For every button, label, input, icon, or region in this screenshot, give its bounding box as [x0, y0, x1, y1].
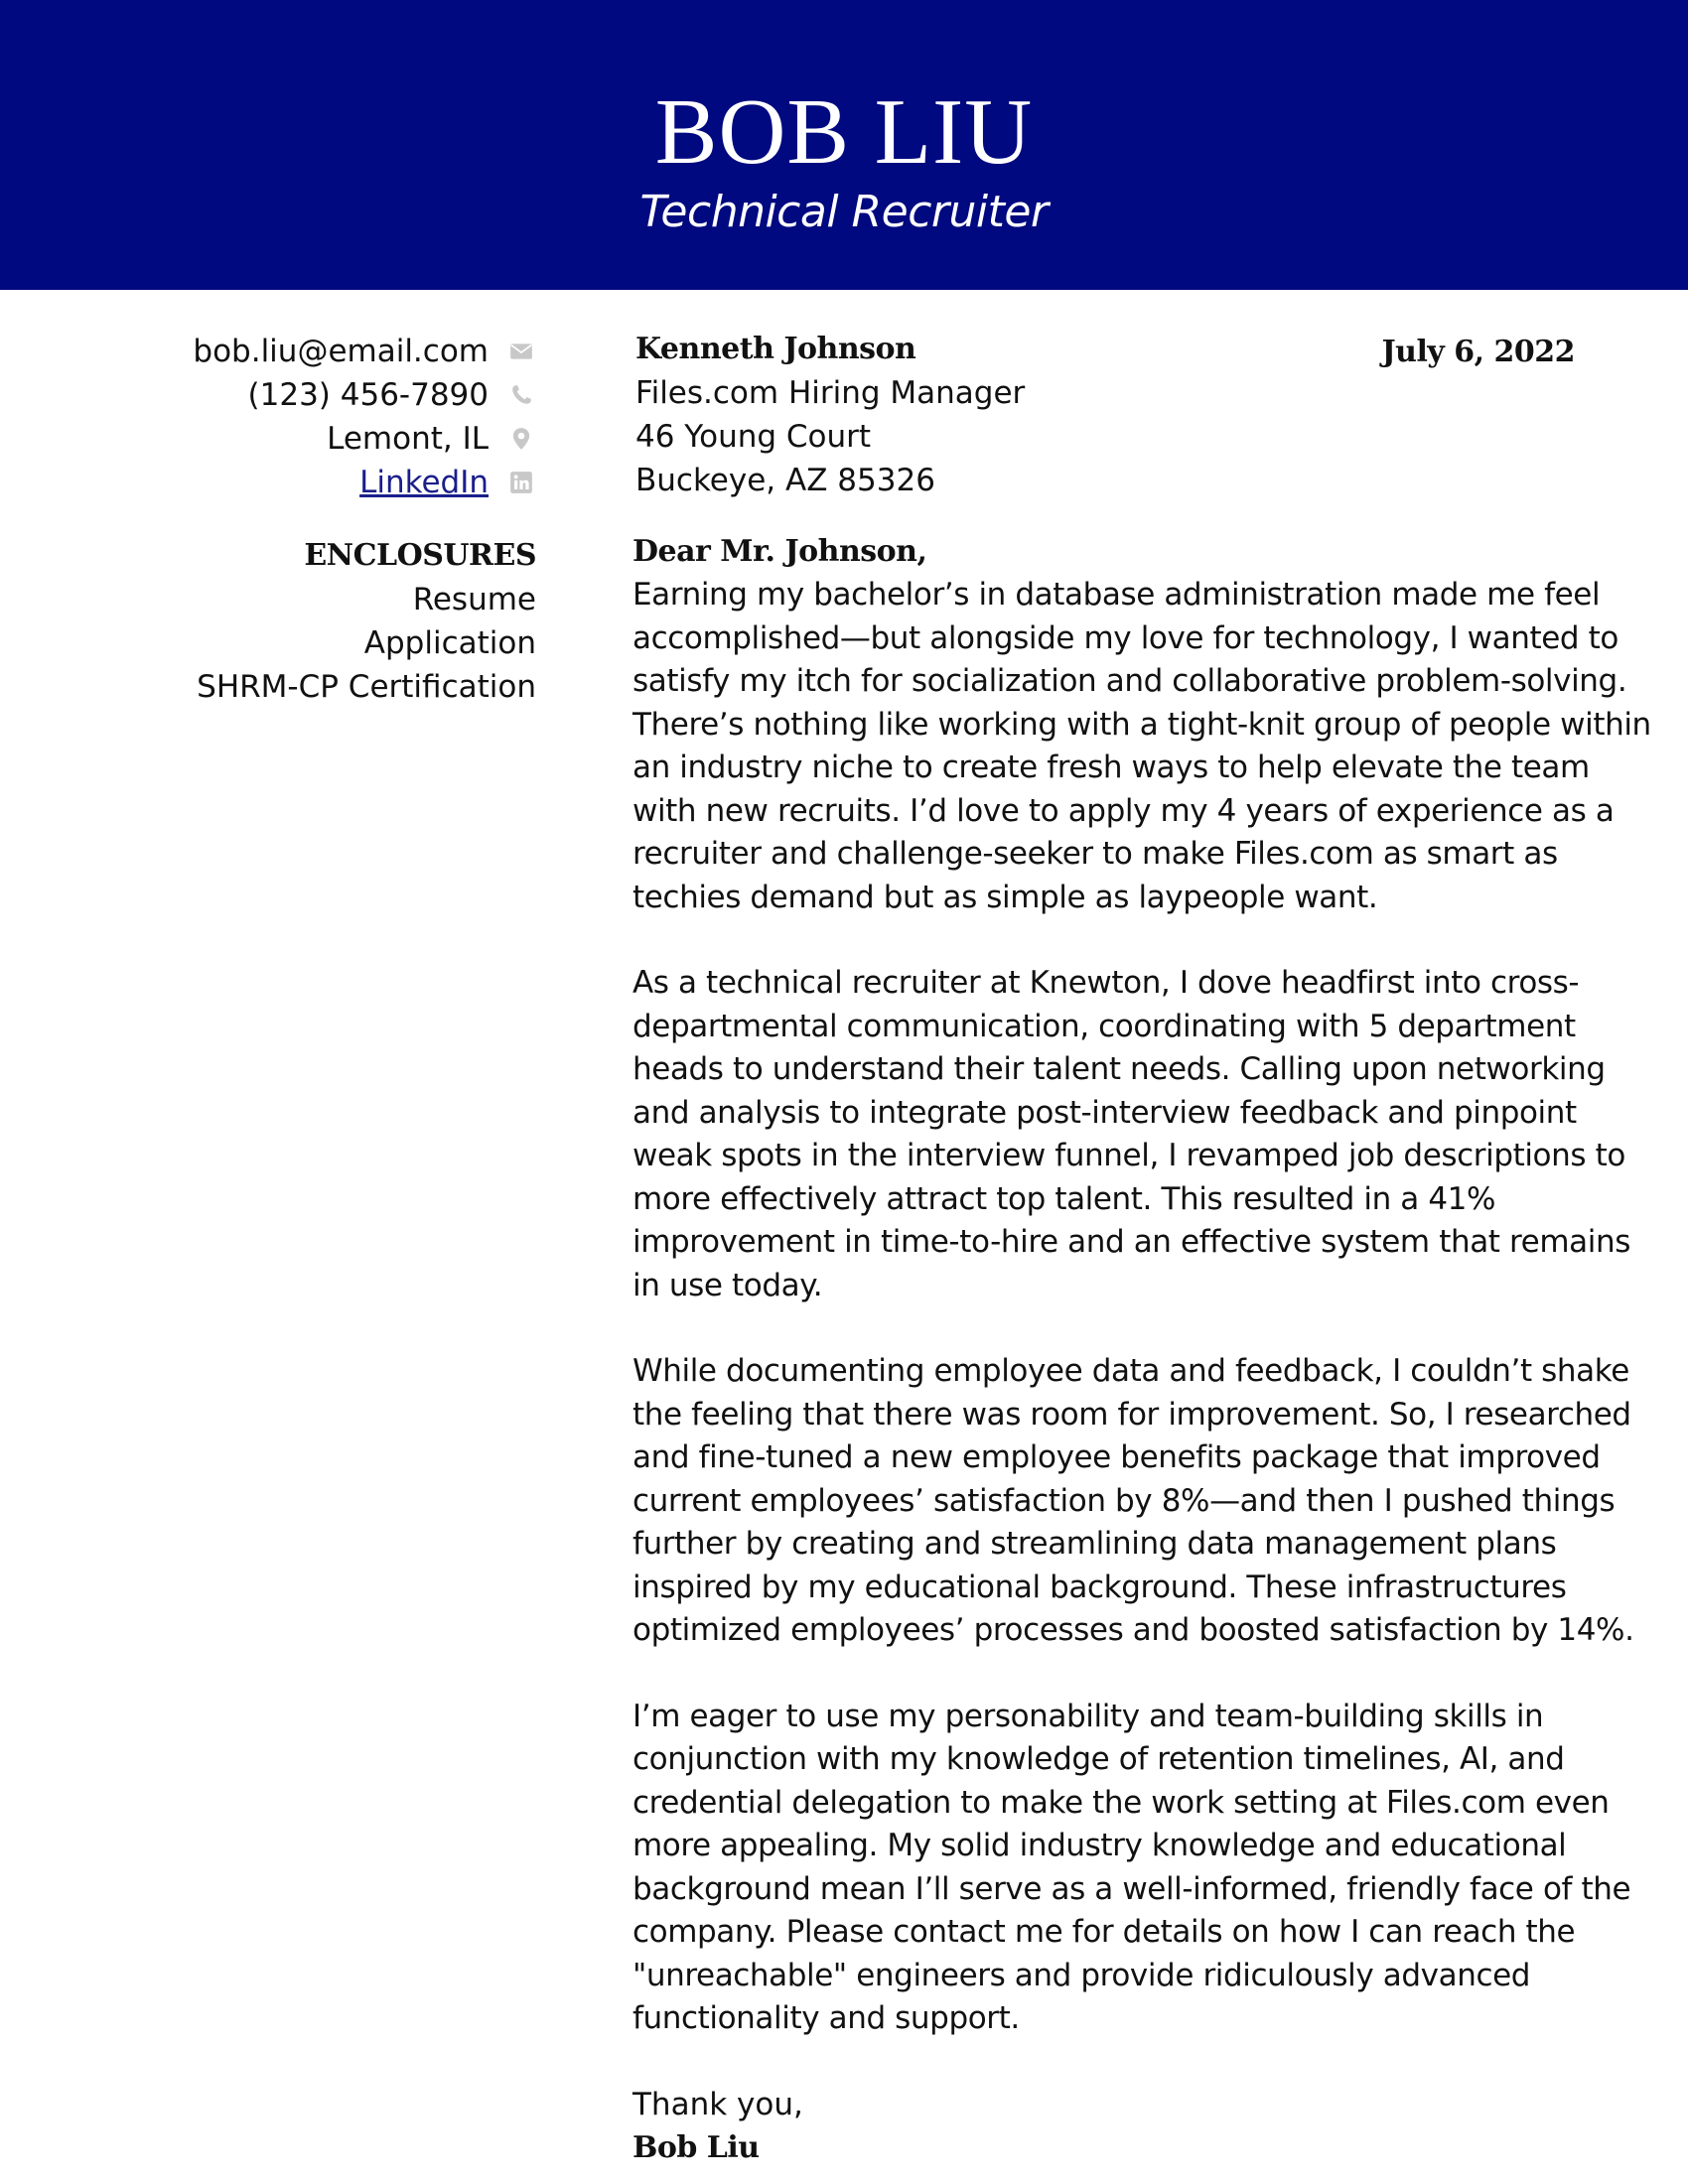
enclosure-item: Resume [412, 582, 536, 617]
contact-phone-row [193, 373, 536, 417]
letter-body [633, 530, 1655, 2170]
body-paragraph: While documenting employee data and feedback, I couldn’t shake the feeling that there was room for improvement. So, I researched and fine-tuned a new employee benefits package that improved current employees’ satisfaction by 8%—and then I pushed things further by creating and streamlining data management plans inspired by my educational background. These infrastructures optimized employees’ processes and boosted satisfaction by 14%. [633, 1353, 1634, 1648]
phone-icon [506, 380, 536, 410]
linkedin-link[interactable]: LinkedIn [359, 465, 489, 500]
candidate-title: Technical Recruiter [639, 187, 1049, 237]
signature: Bob Liu [633, 2130, 760, 2165]
contact-phone: (123) 456-7890 [247, 377, 489, 413]
contact-info [193, 330, 536, 504]
contact-email: bob.liu@email.com [193, 334, 489, 369]
salutation: Dear Mr. Johnson, [633, 534, 927, 569]
candidate-name: BOB LIU [654, 80, 1034, 184]
recipient-position: Files.com Hiring Manager [635, 375, 1026, 411]
body-paragraph: Earning my bachelor’s in database administration made me feel accomplished—but alongside my love for technology, I wanted to satisfy my itch for socialization and collaborative problem-solving. There’s nothing like working with a tight-knit group of people within an industry niche to create fresh ways to help elevate the team with new recruits. I’d love to apply my 4 years of experience as a recruiter and challenge-seeker to make Files.com as smart as techies demand but as simple as laypeople want. [633, 577, 1651, 915]
contact-linkedin-row [193, 461, 536, 504]
location-pin-icon [506, 424, 536, 454]
closing: Thank you, [633, 2086, 803, 2122]
linkedin-icon [506, 468, 536, 497]
enclosure-item: SHRM-CP Certification [197, 669, 536, 705]
header-banner [0, 0, 1688, 290]
recipient-city: Buckeye, AZ 85326 [635, 463, 935, 498]
contact-email-row [193, 330, 536, 373]
body-paragraph: I’m eager to use my personability and team-building skills in conjunction with my knowledge of retention timelines, AI, and credential delegation to make the work setting at Files.com even more appealing. My solid industry knowledge and educational background mean I’ll serve as a well-informed, friendly face of the company. Please contact me for details on how I can reach the "unreachable" engineers and provide ridiculously advanced functionality and support. [633, 1698, 1631, 2036]
enclosures-heading: ENCLOSURES [304, 538, 536, 573]
enclosures-section [197, 534, 536, 709]
recipient-block [635, 328, 1025, 502]
letter-date: July 6, 2022 [1381, 335, 1575, 369]
contact-location: Lemont, IL [327, 421, 489, 457]
contact-location-row [193, 417, 536, 461]
recipient-street: 46 Young Court [635, 419, 872, 455]
body-paragraph: As a technical recruiter at Knewton, I dove headfirst into cross-departmental communication, coordinating with 5 department heads to understand their talent needs. Calling upon networking and analysis to integrate post-interview feedback and pinpoint weak spots in the interview funnel, I revamped job descriptions to more effectively attract top talent. This resulted in a 41% improvement in time-to-hire and an effective system that remains in use today. [633, 965, 1630, 1303]
enclosure-item: Application [363, 625, 536, 661]
recipient-name: Kenneth Johnson [635, 332, 916, 366]
envelope-icon [506, 337, 536, 366]
